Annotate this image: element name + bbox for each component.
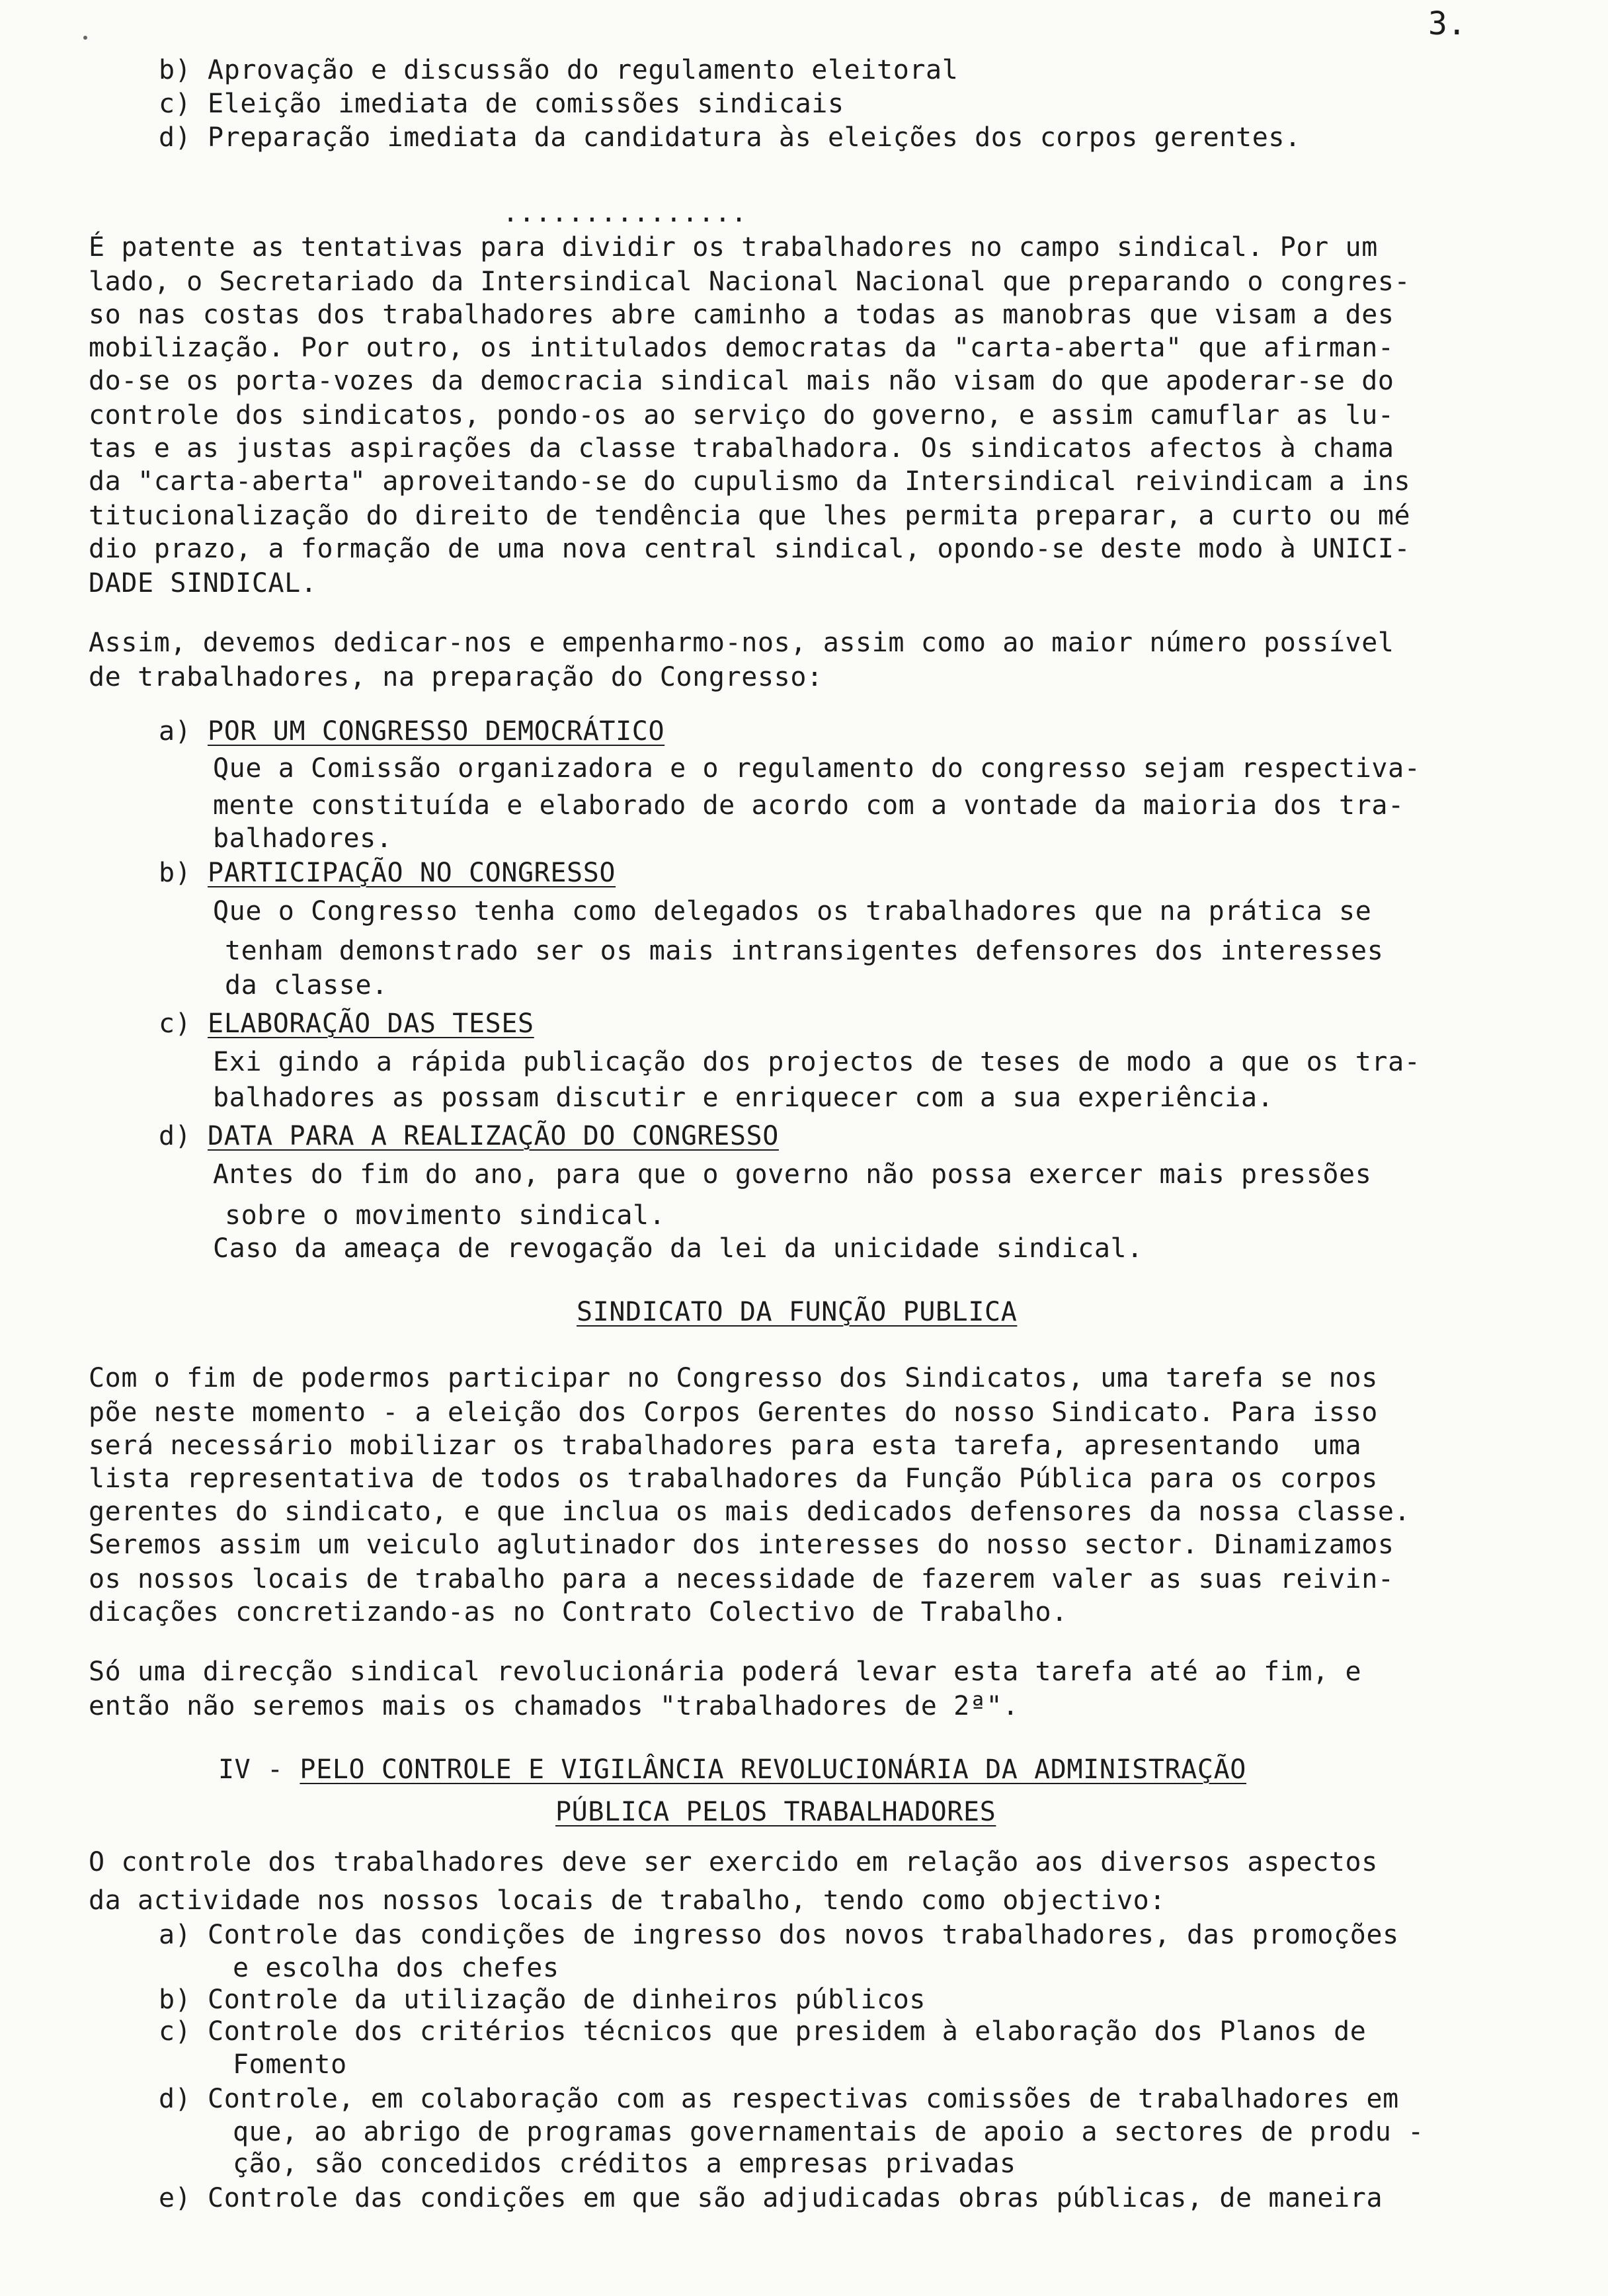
line-text: d) [159, 1121, 208, 1151]
section-heading-line [577, 1296, 1017, 1328]
line-text: c) [159, 1008, 208, 1039]
line-text: gerentes do sindicato, e que inclua os mais dedicados defensores da nossa classe. [89, 1496, 1411, 1527]
scan-speck [83, 36, 87, 40]
line-text: da actividade nos nossos locais de trabalho, tendo como objectivo: [89, 1885, 1166, 1916]
text-line [213, 1233, 1143, 1264]
line-text: tas e as justas aspirações da classe trabalhadora. Os sindicatos afectos à chama [89, 433, 1394, 464]
text-line [89, 231, 1378, 263]
line-text: balhadores as possam discutir e enriquecer com a sua experiência. [213, 1083, 1274, 1113]
line-text: tenham demonstrado ser os mais intransigentes defensores dos interesses [225, 936, 1384, 966]
line-text: a) Controle das condições de ingresso dos novos trabalhadores, das promoções [159, 1920, 1399, 1950]
underlined-heading: SINDICATO DA FUNÇÃO PUBLICA [577, 1297, 1018, 1327]
text-line [89, 661, 823, 693]
text-line [159, 88, 844, 120]
text-line [89, 500, 1410, 532]
text-line [159, 2083, 1399, 2115]
text-line [159, 1984, 926, 2016]
text-line [89, 399, 1394, 431]
underlined-heading: DATA PARA A REALIZAÇÃO DO CONGRESSO [208, 1121, 779, 1151]
line-text: ção, são concedidos créditos a empresas privadas [233, 2149, 1016, 2179]
line-text: O controle dos trabalhadores deve ser exercido em relação aos diversos aspectos [89, 1847, 1378, 1877]
text-line [89, 533, 1410, 565]
line-text: do-se os porta-vozes da democracia sindical mais não visam do que apoderar-se do [89, 366, 1394, 396]
text-line [89, 1885, 1166, 1916]
line-text: sobre o movimento sindical. [225, 1200, 666, 1231]
line-text: mobilização. Por outro, os intitulados democratas da "carta-aberta" que afirman- [89, 333, 1394, 363]
text-line [213, 1159, 1371, 1190]
line-text: Exi gindo a rápida publicação dos projectos de teses de modo a que os tra- [213, 1047, 1421, 1077]
text-line [89, 1846, 1378, 1878]
text-line [225, 1200, 665, 1231]
text-line [89, 1690, 1019, 1722]
text-line [159, 1919, 1399, 1951]
text-line [213, 823, 393, 854]
text-line [89, 299, 1394, 331]
underlined-heading: ELABORAÇÃO DAS TESES [208, 1008, 534, 1039]
text-line [213, 753, 1420, 784]
line-text: balhadores. [213, 823, 393, 854]
line-text: titucionalização do direito de tendência que lhes permita preparar, a curto ou mé [89, 501, 1411, 531]
text-line [89, 1563, 1394, 1595]
text-line [233, 2049, 347, 2080]
text-line [89, 1397, 1378, 1428]
underlined-heading: PELO CONTROLE E VIGILÂNCIA REVOLUCIONÁRIA DA ADMINISTRAÇÃO [300, 1754, 1246, 1785]
line-text: É patente as tentativas para dividir os trabalhadores no campo sindical. Por um [89, 232, 1378, 263]
line-text: lista representativa de todos os trabalhadores da Função Pública para os corpos [89, 1463, 1378, 1494]
text-line [89, 332, 1394, 364]
page-number: 3. [1428, 5, 1467, 42]
text-line [502, 197, 747, 229]
line-text: e escolha dos chefes [233, 1953, 559, 1983]
text-line [89, 365, 1394, 397]
text-line [213, 1046, 1420, 1078]
text-line [225, 935, 1383, 967]
line-text: Só uma direcção sindical revolucionária poderá levar esta tarefa até ao fim, e [89, 1657, 1362, 1687]
line-text: Antes do fim do ano, para que o governo não possa exercer mais pressões [213, 1159, 1372, 1190]
line-text: da "carta-aberta" aproveitando-se do cupulismo da Intersindical reivindicam a ins [89, 466, 1411, 497]
line-text: so nas costas dos trabalhadores abre caminho a todas as manobras que visam a des [89, 300, 1394, 330]
line-text: Fomento [233, 2049, 347, 2080]
line-text: d) Preparação imediata da candidatura às eleições dos corpos gerentes. [159, 122, 1301, 153]
text-line [89, 1529, 1394, 1561]
line-text: Seremos assim um veiculo aglutinador dos interesses do nosso sector. Dinamizamos [89, 1530, 1394, 1560]
text-line [89, 266, 1410, 298]
line-text: põe neste momento - a eleição dos Corpos Gerentes do nosso Sindicato. Para isso [89, 1397, 1378, 1428]
text-line [89, 1596, 1068, 1628]
line-text: mente constituída e elaborado de acordo com a vontade da maioria dos tra- [213, 790, 1404, 821]
line-text: Que a Comissão organizadora e o regulamento do congresso sejam respectiva- [213, 753, 1421, 784]
text-line [225, 969, 388, 1001]
line-text: c) Controle dos critérios técnicos que presidem à elaboração dos Planos de [159, 2016, 1367, 2047]
underlined-heading: PARTICIPAÇÃO NO CONGRESSO [208, 858, 616, 888]
line-text: os nossos locais de trabalho para a necessidade de fazerem valer as suas reivin- [89, 1564, 1394, 1594]
section-heading-line [159, 716, 664, 747]
text-line [89, 1463, 1378, 1495]
line-text: a) [159, 716, 208, 747]
section-heading-line [159, 1008, 534, 1040]
text-line [233, 1952, 559, 1984]
text-line [159, 122, 1301, 153]
text-line [89, 1496, 1410, 1528]
underlined-heading: POR UM CONGRESSO DEMOCRÁTICO [208, 716, 665, 747]
line-text: que, ao abrigo de programas governamentais de apoio a sectores de produ - [233, 2117, 1424, 2147]
section-heading-line [159, 1120, 779, 1152]
text-line [233, 2116, 1424, 2148]
text-line [213, 1082, 1273, 1114]
text-line [89, 1656, 1361, 1688]
text-line [159, 2016, 1366, 2047]
line-text: Com o fim de podermos participar no Congresso dos Sindicatos, uma tarefa se nos [89, 1363, 1378, 1393]
line-text: então não seremos mais os chamados "trabalhadores de 2ª". [89, 1691, 1019, 1721]
text-line [213, 790, 1404, 821]
line-text: dicações concretizando-as no Contrato Colectivo de Trabalho. [89, 1597, 1068, 1627]
section-heading-line [555, 1796, 996, 1828]
text-line [89, 466, 1410, 497]
line-text: c) Eleição imediata de comissões sindicais [159, 89, 844, 119]
text-line [89, 1362, 1378, 1394]
line-text: b) [159, 858, 208, 888]
section-heading-line [218, 1754, 1246, 1785]
line-text: Que o Congresso tenha como delegados os trabalhadores que na prática se [213, 896, 1372, 926]
text-line [159, 54, 958, 86]
text-line [213, 895, 1371, 927]
line-text: lado, o Secretariado da Intersindical Nacional Nacional que preparando o congres- [89, 266, 1411, 297]
line-text: de trabalhadores, na preparação do Congresso: [89, 662, 823, 692]
text-line [233, 2148, 1016, 2180]
text-line [89, 1430, 1361, 1461]
text-line [159, 2182, 1383, 2214]
text-line [89, 567, 317, 599]
line-text: será necessário mobilizar os trabalhadores para esta tarefa, apresentando uma [89, 1430, 1362, 1461]
text-line [89, 627, 1394, 659]
line-text: DADE SINDICAL. [89, 568, 317, 598]
line-text: da classe. [225, 970, 388, 1001]
line-text: d) Controle, em colaboração com as respectivas comissões de trabalhadores em [159, 2084, 1399, 2114]
line-text: controle dos sindicatos, pondo-os ao serviço do governo, e assim camuflar as lu- [89, 400, 1394, 430]
line-text: Assim, devemos dedicar-nos e empenharmo-nos, assim como ao maior número possível [89, 628, 1394, 658]
line-text: ............... [502, 198, 748, 228]
line-text: dio prazo, a formação de uma nova central sindical, opondo-se deste modo à UNICI- [89, 534, 1411, 564]
text-line [89, 432, 1394, 464]
section-heading-line [159, 857, 616, 889]
underlined-heading: PÚBLICA PELOS TRABALHADORES [555, 1797, 996, 1827]
line-text: b) Controle da utilização de dinheiros públicos [159, 1985, 926, 2015]
line-text: e) Controle das condições em que são adjudicadas obras públicas, de maneira [159, 2183, 1383, 2213]
line-text: IV - [218, 1754, 300, 1785]
line-text: b) Aprovação e discussão do regulamento eleitoral [159, 55, 959, 85]
line-text: Caso da ameaça de revogação da lei da unicidade sindical. [213, 1233, 1143, 1264]
